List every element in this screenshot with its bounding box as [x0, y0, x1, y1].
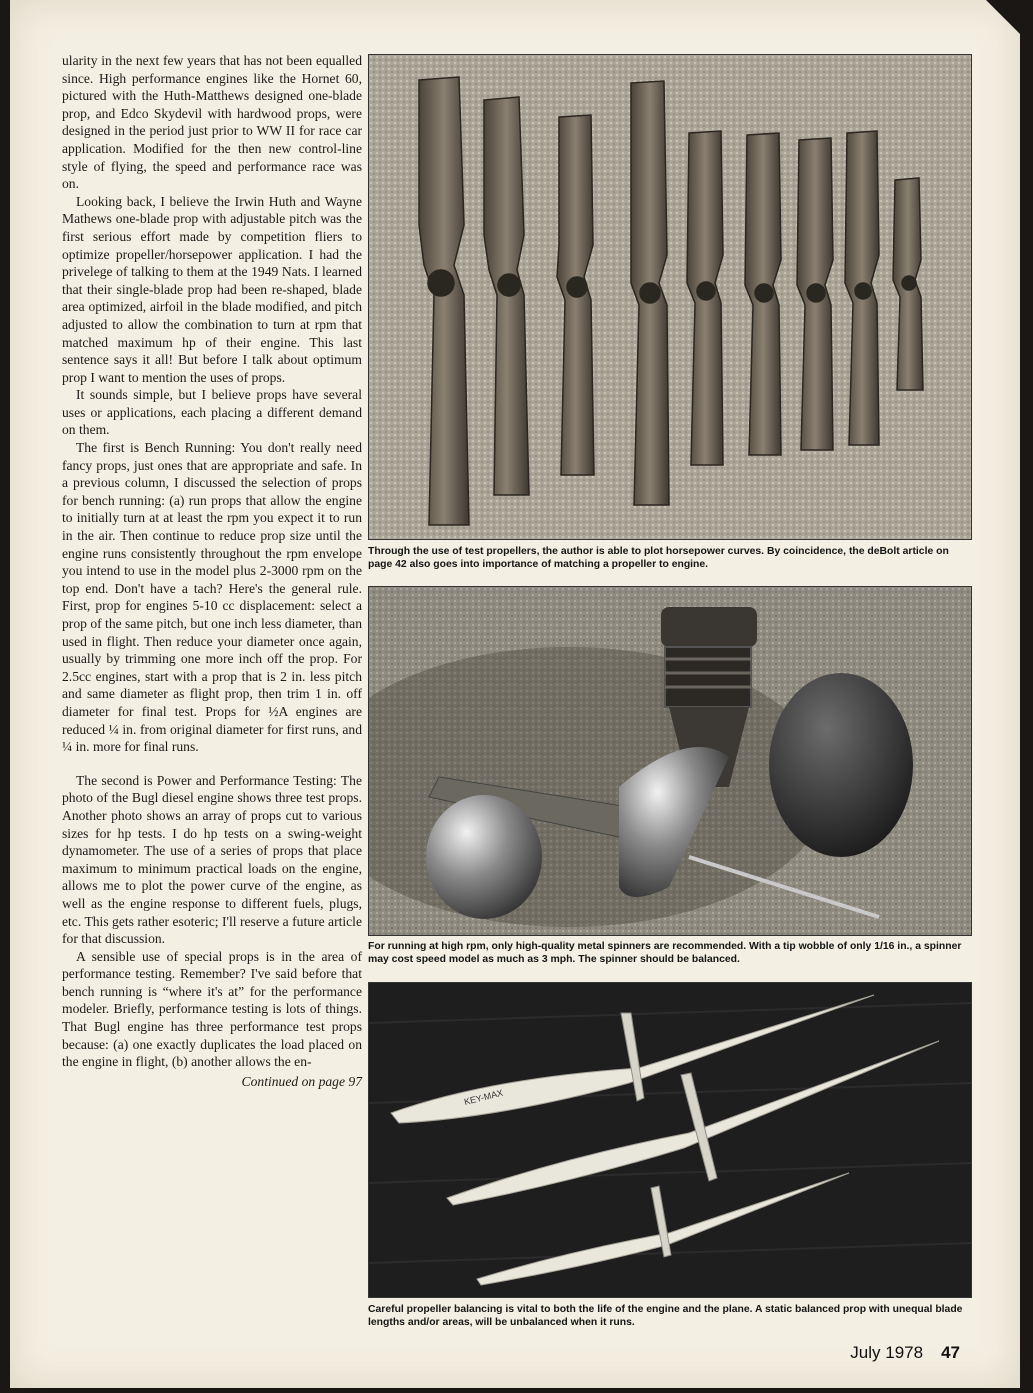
large-spinner: [769, 673, 913, 857]
article-paragraph: Looking back, I believe the Irwin Huth and Wayne Mathews one-blade prop with adjustable pitch was the first serious effort made by competition fliers to optimize propeller/horsepower application. I had the privelege of talking to them at the 1949 Nats. I learned that their single-blade prop had been re-shaped, blade area optimized, airfoil in the blade modified, and pitch adjusted to allow the combination to turn at rpm that matched maximum hp of their engine. This last sentence says it all! But before I talk about optimum prop I want to mention the uses of props.: [62, 193, 362, 385]
photo-test-propellers: [368, 54, 972, 540]
caption-photo-1: Through the use of test propellers, the author is able to plot horsepower curves. By coincidence, the deBolt article on page 42 also goes into importance of matching a propeller to engine.: [368, 546, 949, 570]
article-column: [62, 52, 362, 1090]
folded-corner: [986, 0, 1020, 34]
page-number: 47: [941, 1343, 960, 1362]
article-paragraph: The first is Bench Running: You don't really need fancy props, just ones that are appropriate and safe. In a previous column, I discussed the selection of props for bench running: (a) run props that allow the engine to initially turn at at least the rpm you expect it to run in the air. Then continue to reduce prop size until the engine runs consistently throughout the rpm envelope you intend to use in the model plus 2-3000 rpm on the top end. Don't have a tach? Here's the general rule. First, prop for engines 5-10 cc displacement: select a prop of the same pitch, but one inch less diameter, than used in flight. Then reduce your diameter once again, usually by trimming one more inch off the prop. For 2.5cc engines, start with a prop that is 2 in. less pitch and same diameter as flight prop, then trim 1 in. off diameter for final test. Props for ½A engines are reduced ¼ in. from original diameter for first runs, and ¼ in. more for final runs.: [62, 440, 362, 755]
photo-engine-spinners: [368, 586, 972, 936]
prop-marking-text: KEY-MAX: [463, 1087, 504, 1107]
article-paragraph: It sounds simple, but I believe props have several uses or applications, each placing a different demand on them.: [62, 387, 362, 438]
article-paragraph: A sensible use of special props is in the area of performance testing. Remember? I've said before that bench running is “where it's at” for the performance modeler. Briefly, performance testing is lots of things. That Bugl engine has three performance test props because: (a) one exactly duplicates the load placed on the engine in flight, (b) another allows the en-: [62, 948, 362, 1070]
page-footer: [850, 1343, 960, 1363]
article-paragraph: The second is Power and Performance Testing: The photo of the Bugl diesel engine shows three test props. Another photo shows an array of props cut to various sizes for hp tests. I do hp tests on a swing-weight dynamometer. The use of a series of props that place maximum to minimum practical loads on the engine, allows me to plot the power curve of the engine, as well as the engine response to different fuels, plugs, etc. This gets rather esoteric; I'll reserve a future article for that discussion.: [62, 772, 362, 947]
article-paragraph: ularity in the next few years that has not been equalled since. High performance engines like the Hornet 60, pictured with the Huth-Matthews designed one-blade prop, and Edco Skydevil with hardwood props, were designed in the period just prior to WW II for race car application. Modified for the then new control-line style of flying, the speed and performance race was on.: [62, 53, 362, 192]
continued-notice: Continued on page 97: [241, 1073, 362, 1089]
issue-date: July 1978: [850, 1343, 924, 1362]
small-spinner: [426, 795, 542, 919]
caption-photo-2: For running at high rpm, only high-quality metal spinners are recommended. With a tip wobble of only 1/16 in., a spinner may cost speed model as much as 3 mph. The spinner should be balanced.: [368, 941, 962, 965]
photo-balanced-props: [368, 982, 972, 1298]
magazine-page: [10, 0, 1020, 1388]
caption-photo-3: Careful propeller balancing is vital to both the life of the engine and the plane. A static balanced prop with unequal blade lengths and/or areas, will be unbalanced when it runs.: [368, 1304, 963, 1328]
